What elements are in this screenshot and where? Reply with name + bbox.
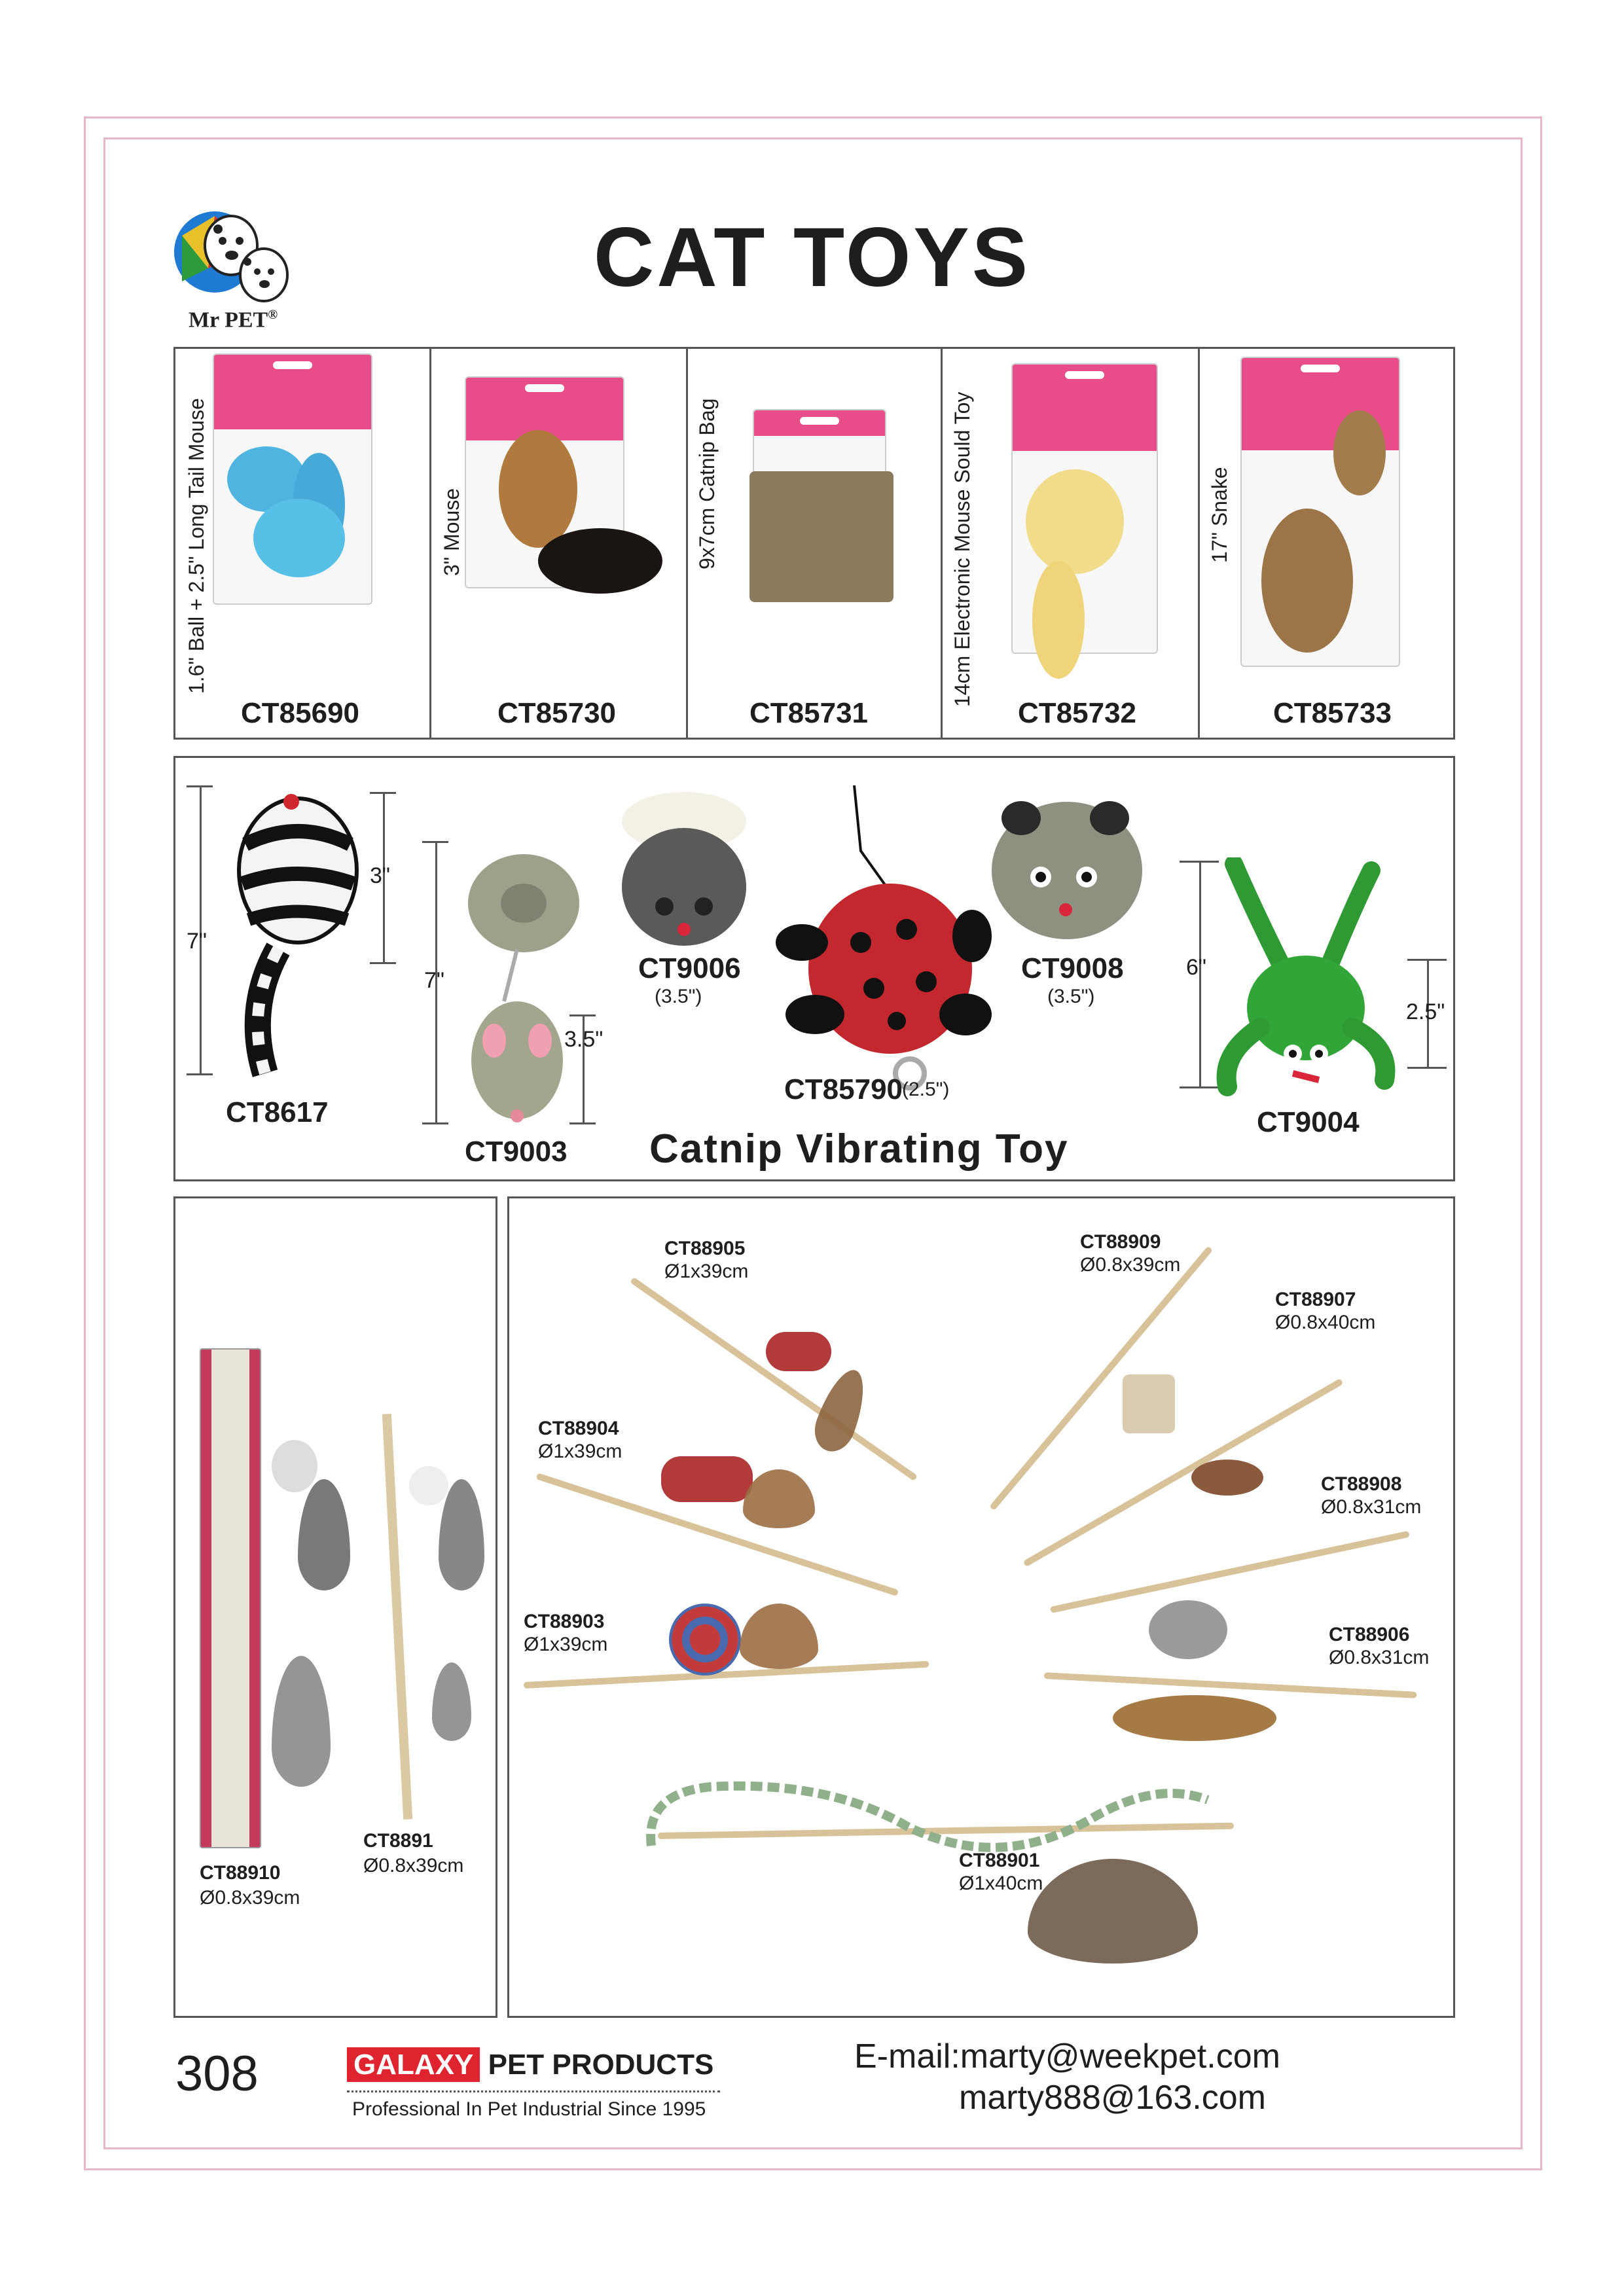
product-image-ct85730 <box>465 376 624 588</box>
desc-ct85732: 14cm Electronic Mouse Sould Toy <box>950 391 974 707</box>
logo-text <box>189 308 278 332</box>
code-ct85731: CT85731 <box>749 697 869 729</box>
toy-image-ct9006 <box>619 789 749 946</box>
code-ct88910: CT88910 <box>200 1862 281 1884</box>
code-ct88904: CT88904 <box>538 1418 619 1439</box>
row1-divider-4 <box>1198 347 1200 740</box>
code-ct88903: CT88903 <box>524 1611 605 1632</box>
page-title: CAT TOYS <box>593 211 1031 304</box>
size-ct8891: Ø0.8x39cm <box>363 1855 464 1876</box>
code-ct9006: CT9006 <box>638 952 741 984</box>
toy-image-ct9003 <box>452 851 583 1126</box>
size-ct88909: Ø0.8x39cm <box>1080 1254 1181 1276</box>
size-ct88906: Ø0.8x31cm <box>1329 1647 1430 1668</box>
size-ct88904: Ø1x39cm <box>538 1441 623 1462</box>
desc-ct85690: 1.6" Ball + 2.5" Long Tail Mouse <box>185 398 208 694</box>
dim-ct8617-width: 3" <box>370 863 390 888</box>
footer-divider <box>347 2090 720 2092</box>
footer-tagline: Professional In Pet Industrial Since 1995 <box>352 2098 706 2120</box>
row1-divider-1 <box>429 347 431 740</box>
logo-mark: ® <box>268 308 278 322</box>
toy-image-ct8891-feathers <box>406 1453 491 1741</box>
code-ct9008: CT9008 <box>1021 952 1124 984</box>
size-ct88910: Ø0.8x39cm <box>200 1887 300 1909</box>
code-ct88909: CT88909 <box>1080 1231 1161 1253</box>
size-ct88907: Ø0.8x40cm <box>1275 1312 1376 1333</box>
desc-ct85733: 17" Snake <box>1208 467 1231 563</box>
size-ct85790: (2.5") <box>902 1079 950 1100</box>
code-ct9003: CT9003 <box>465 1136 568 1168</box>
desc-ct85730: 3" Mouse <box>440 488 463 576</box>
code-ct85732: CT85732 <box>1018 697 1137 729</box>
toy-image-ct88910 <box>200 1348 261 1848</box>
code-ct88906: CT88906 <box>1329 1624 1410 1645</box>
row1-divider-3 <box>941 347 943 740</box>
code-ct85690: CT85690 <box>241 697 360 729</box>
product-image-ct85732 <box>1011 363 1158 654</box>
code-ct85730: CT85730 <box>497 697 617 729</box>
code-ct85733: CT85733 <box>1273 697 1392 729</box>
product-image-ct85733 <box>1240 357 1400 667</box>
size-ct9008: (3.5") <box>1047 986 1095 1007</box>
footer-brand <box>347 2049 713 2081</box>
size-ct88901: Ø1x40cm <box>959 1873 1043 1894</box>
code-ct8617: CT8617 <box>226 1096 329 1128</box>
desc-ct85731: 9x7cm Catnip Bag <box>695 398 719 569</box>
logo-brand: Mr PET <box>189 308 268 332</box>
toy-image-ct8617 <box>219 792 370 1086</box>
toy-image-ct9008 <box>988 785 1146 942</box>
brand-galaxy: GALAXY <box>347 2047 480 2082</box>
dim-ct9003-body: 3.5" <box>564 1027 604 1052</box>
size-ct88905: Ø1x39cm <box>664 1261 749 1282</box>
toy-image-ct85790 <box>776 785 992 1100</box>
row2-caption: Catnip Vibrating Toy <box>649 1126 1069 1172</box>
code-ct9004: CT9004 <box>1257 1106 1360 1138</box>
code-ct88907: CT88907 <box>1275 1289 1356 1310</box>
dim-ct8617-height: 7" <box>187 929 207 954</box>
size-ct88903: Ø1x39cm <box>524 1634 608 1655</box>
dim-ct9004-height: 6" <box>1186 955 1206 980</box>
code-ct88905: CT88905 <box>664 1238 746 1259</box>
page-number: 308 <box>175 2046 259 2102</box>
footer-email-1: E-mail:marty@weekpet.com <box>854 2037 1280 2075</box>
code-ct8891: CT8891 <box>363 1830 433 1852</box>
product-image-ct85690 <box>213 353 372 605</box>
footer-email-2: marty888@163.com <box>959 2079 1266 2117</box>
size-ct88908: Ø0.8x31cm <box>1321 1496 1422 1518</box>
code-ct88908: CT88908 <box>1321 1473 1402 1495</box>
toy-image-ct9004 <box>1208 857 1404 1100</box>
code-ct88901: CT88901 <box>959 1850 1040 1871</box>
dim-ct9003-height: 7" <box>424 968 444 993</box>
size-ct9006: (3.5") <box>655 986 702 1007</box>
toy-image-ct88910-feathers <box>259 1440 370 1800</box>
code-ct85790: CT85790 <box>784 1073 903 1105</box>
wand-ct88901-cord <box>632 1774 1221 1872</box>
brand-pet-products: PET PRODUCTS <box>488 2049 714 2081</box>
dim-ct9004-width: 2.5" <box>1406 999 1445 1024</box>
row1-divider-2 <box>686 347 688 740</box>
catnip-bag-image <box>749 471 893 602</box>
